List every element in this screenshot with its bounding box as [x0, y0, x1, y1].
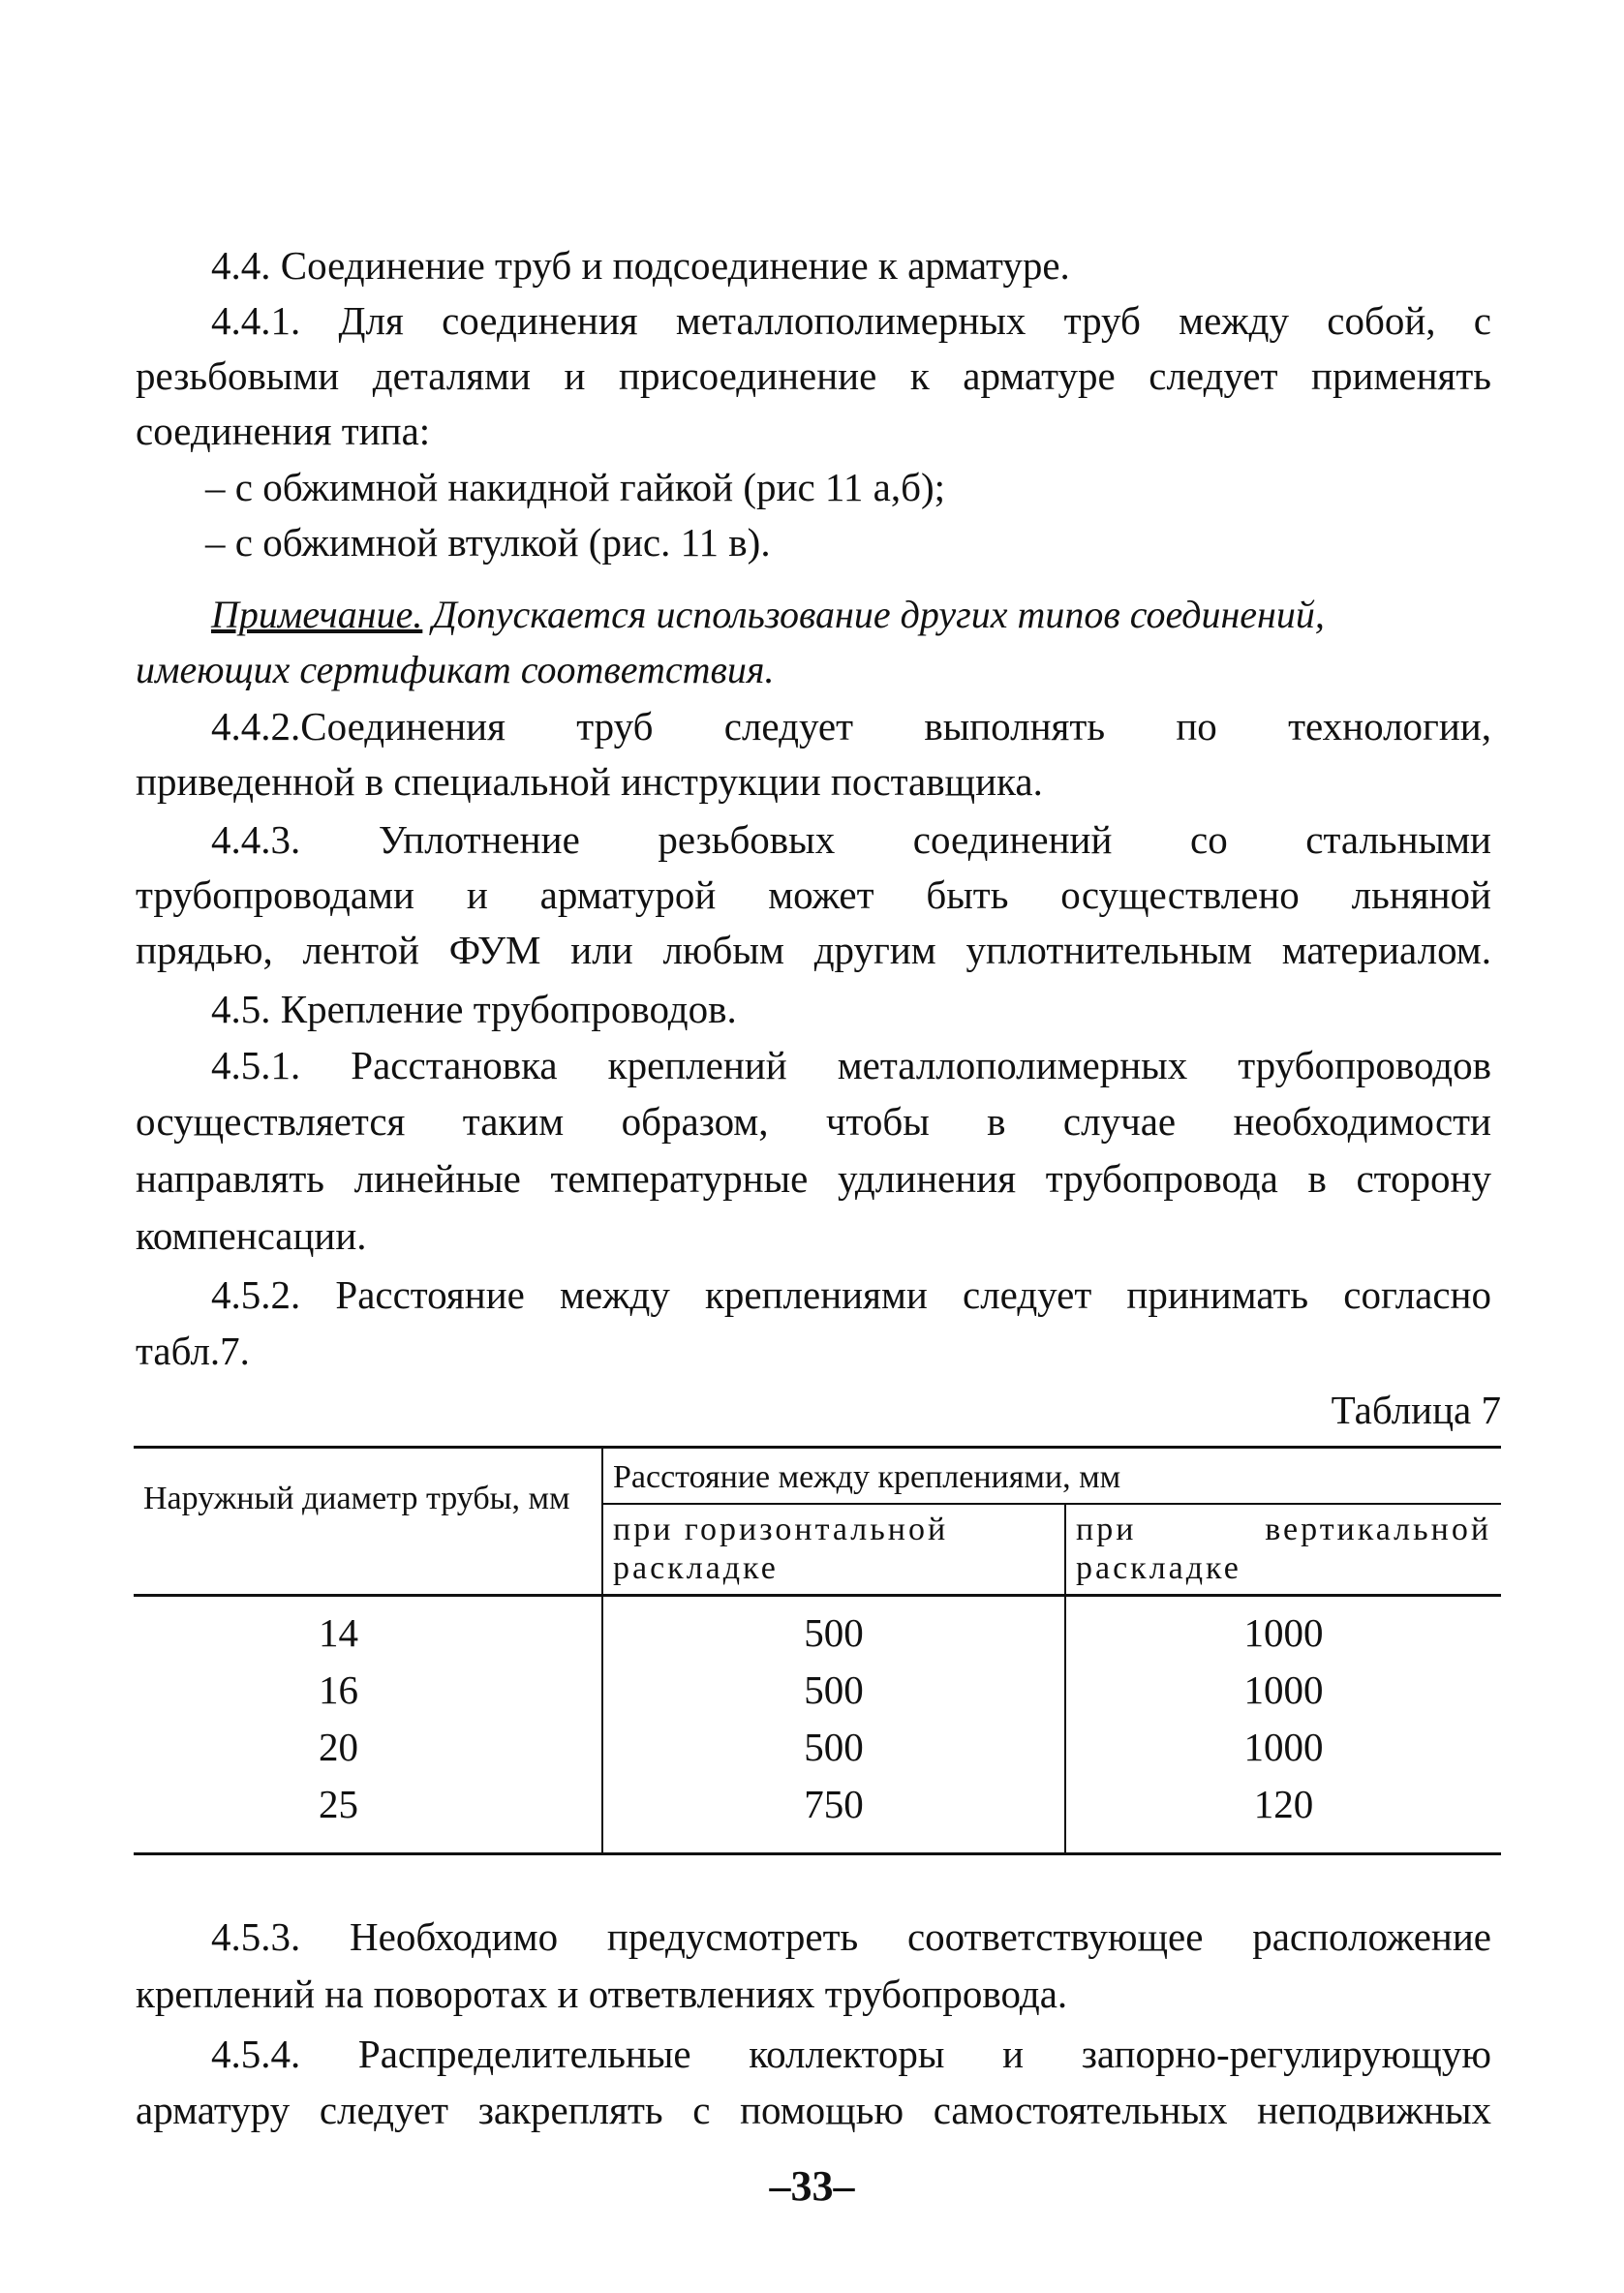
para-4-4-3-line3: прядью, лентой ФУМ или любым другим уплотнительным материалом. [136, 928, 1491, 972]
table-row [134, 1776, 1501, 1854]
table-row [134, 1596, 1501, 1663]
dash-item-1: – с обжимной накидной гайкой (рис 11 а,б); [205, 465, 945, 509]
para-4-5-3-line1: 4.5.3. Необходимо предусмотреть соответствующее расположение [211, 1914, 1491, 1959]
cell-vertical: 1000 [1243, 1725, 1324, 1769]
table-header-group: Расстояние между креплениями, мм [602, 1448, 1501, 1505]
table-header-horizontal: при горизонтальной раскладке [602, 1504, 1065, 1596]
para-4-4-2-line2: приведенной в специальной инструкции поставщика. [136, 759, 1043, 804]
cell-diameter: 16 [134, 1662, 602, 1719]
para-4-4-3-line1: 4.4.3. Уплотнение резьбовых соединений со стальными [211, 817, 1491, 862]
note-text-1: Допускается использование других типов соединений, [422, 593, 1325, 636]
table-caption: Таблица 7 [1331, 1388, 1501, 1432]
cell-horizontal: 750 [602, 1776, 1065, 1854]
para-4-4-1-line2: резьбовыми деталями и присоединение к арматуре следует применять [136, 353, 1491, 398]
cell-diameter: 14 [134, 1596, 602, 1663]
table-header-diameter: Наружный диаметр трубы, мм [134, 1448, 602, 1596]
para-4-4-2-line1: 4.4.2.Соединения труб следует выполнять по технологии, [211, 704, 1491, 749]
para-4-5-1-line1: 4.5.1. Расстановка креплений металлополимерных трубопроводов [211, 1043, 1491, 1087]
para-4-5-2-line2: табл.7. [136, 1329, 250, 1373]
table-row [134, 1662, 1501, 1719]
cell-horizontal: 500 [602, 1719, 1065, 1776]
note-line1 [211, 592, 1491, 638]
note-line2: имеющих сертификат соответствия. [136, 648, 775, 691]
para-4-4-1-line3: соединения типа: [136, 409, 431, 453]
cell-diameter: 25 [134, 1776, 602, 1854]
para-4-5-4-line2: арматуру следует закреплять с помощью самостоятельных неподвижных [136, 2088, 1491, 2132]
note-label: Примечание. [211, 593, 423, 636]
para-4-5-1-line2: осуществляется таким образом, чтобы в случае необходимости [136, 1099, 1491, 1144]
table-row [134, 1719, 1501, 1776]
para-4-5-1-line3: направлять линейные температурные удлинения трубопровода в сторону [136, 1156, 1491, 1201]
para-4-5-1-line4: компенсации. [136, 1213, 367, 1258]
cell-horizontal: 500 [602, 1662, 1065, 1719]
dash-item-2: – с обжимной втулкой (рис. 11 в). [205, 520, 771, 565]
cell-vertical: 120 [1065, 1776, 1501, 1854]
para-4-5: 4.5. Крепление трубопроводов. [211, 987, 737, 1031]
para-4-5-3-line2: креплений на поворотах и ответвлениях трубопровода. [136, 1972, 1068, 2016]
page-number: –33– [769, 2162, 855, 2210]
para-4-4-1-line1: 4.4.1. Для соединения металлополимерных труб между собой, с [211, 298, 1491, 343]
para-4-5-2-line1: 4.5.2. Расстояние между креплениями следует принимать согласно [211, 1272, 1491, 1317]
para-4-4-3-line2: трубопроводами и арматурой может быть осуществлено льняной [136, 872, 1491, 917]
para-4-4: 4.4. Соединение труб и подсоединение к арматуре. [211, 243, 1070, 288]
cell-horizontal: 500 [602, 1596, 1065, 1663]
spacing-table [134, 1446, 1501, 1855]
para-4-5-4-line1: 4.5.4. Распределительные коллекторы и запорно-регулирующую [211, 2032, 1491, 2076]
cell-diameter: 20 [134, 1719, 602, 1776]
cell-vertical: 1000 [1243, 1610, 1324, 1655]
cell-vertical: 1000 [1243, 1667, 1324, 1712]
table-header-vertical: при вертикальной раскладке [1065, 1504, 1501, 1596]
